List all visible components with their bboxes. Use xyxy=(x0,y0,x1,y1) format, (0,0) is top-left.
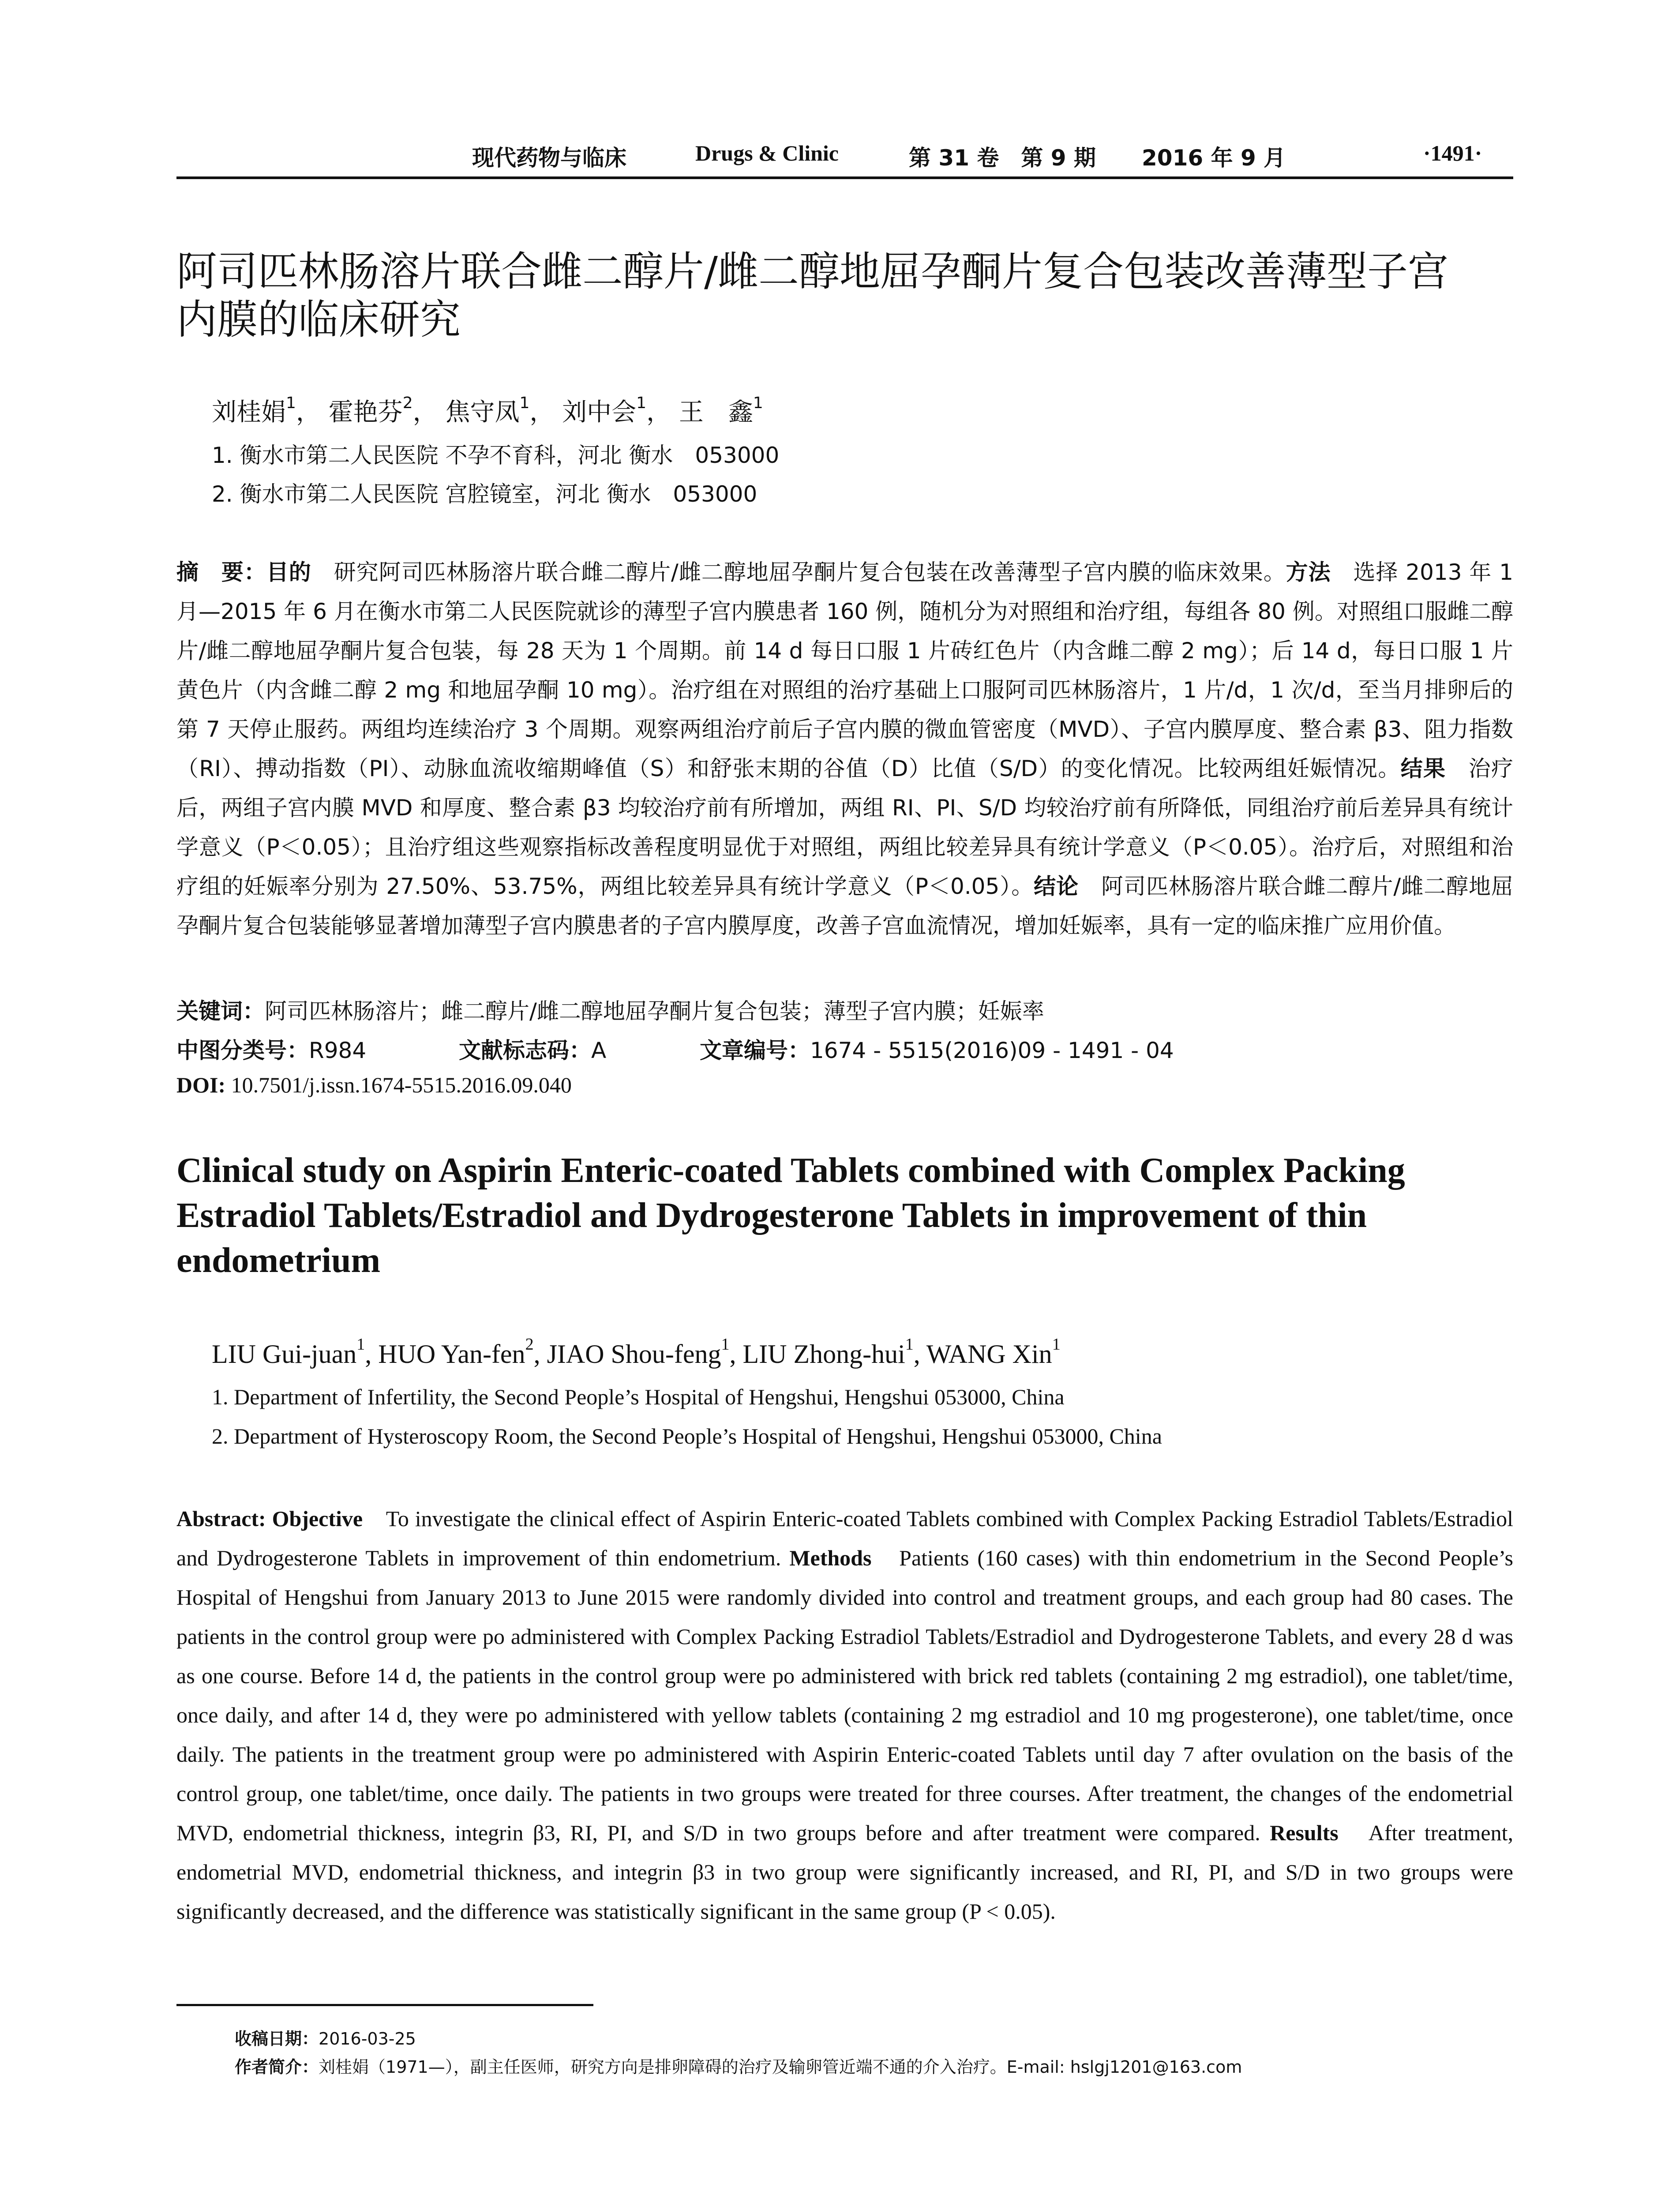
author-bio-label: 作者简介： xyxy=(235,2057,319,2077)
methods-text: 选择 2013 年 1 月—2015 年 6 月在衡水市第二人民医院就诊的薄型子宫内膜患者 160 例，随机分为对照组和治疗组，每组各 80 例。对照组口服雌二醇片/雌二醇地屈孕酮片复合包装，每 28 天为 1 个周期。前 14 d 每日口服 1 片砖红色片（内含雌二醇 2 mg）；后 14 d，每日口服 1 片黄色片（内含雌二醇 2 mg 和地屈孕酮 10 mg）。治疗组在对照组的治疗基础上口服阿司匹林肠溶片，1 片/d，1 次/d，至当月排卵后的第 7 天停止服药。两组均连续治疗 3 个周期。观察两组治疗前后子宫内膜的微血管密度（MVD）、子宫内膜厚度、整合素 β3、阻力指数（RI）、搏动指数（PI）、动脉血流收缩期峰值（S）和舒张末期的谷值（D）比值（S/D）的变化情况。比较两组妊娠情况。 xyxy=(176,559,1514,781)
title-en: Clinical study on Aspirin Enteric-coated Tablets combined with Complex Packing Estradiol Tablets/Estradiol and Dydrogesterone Tablets in improvement of thin endometrium xyxy=(176,1151,1405,1280)
footnote-rule xyxy=(176,2004,593,2006)
author-en-sup: 1 xyxy=(721,1335,730,1354)
author-separator: , xyxy=(533,1339,547,1369)
clc-value: R984 xyxy=(309,1038,367,1063)
page-number: ·1491· xyxy=(1423,141,1482,165)
author-cn: 王 鑫 xyxy=(679,398,753,427)
abstract-en-results: After treatment, endometrial MVD, endometrial thickness, and integrin β3 in two group were significantly increased, and RI, PI, and S/D in two groups were significantly decreased, and the difference was statistically significant in the same group (P < 0.05). xyxy=(176,1820,1513,1924)
author-separator: , xyxy=(913,1339,926,1369)
abstract-en xyxy=(176,1499,1513,1931)
affiliation-en-2: 2. Department of Hysteroscopy Room, the Second People’s Hospital of Hengshui, Hengshui 053000, China xyxy=(212,1424,1162,1448)
article-number-label: 文章编号： xyxy=(700,1038,810,1063)
author-separator: , xyxy=(729,1339,743,1369)
doi-label: DOI: xyxy=(176,1073,226,1097)
results-label: 结果 xyxy=(1400,756,1446,781)
abstract-en-objective: To investigate the clinical effect of Aspirin Enteric-coated Tablets combined with Complex Packing Estradiol Tablets/Estradiol and Dydrogesterone Tablets in improvement of thin endometrium. xyxy=(176,1506,1513,1570)
authors-en xyxy=(212,1335,1061,1369)
abstract-en-methods-label: Methods xyxy=(789,1546,872,1570)
results-text: 治疗后，两组子宫内膜 MVD 和厚度、整合素 β3 均较治疗前有所增加，两组 RI、PI、S/D 均较治疗前有所降低，同组治疗前后差异具有统计学意义（P＜0.05）；且治疗组这些观察指标改善程度明显优于对照组，两组比较差异具有统计学意义（P＜0.05）。治疗后，对照组和治疗组的妊娠率分别为 27.50%、53.75%，两组比较差异具有统计学意义（P＜0.05）。 xyxy=(176,756,1513,899)
conclusion-text: 阿司匹林肠溶片联合雌二醇片/雌二醇地屈孕酮片复合包装能够显著增加薄型子宫内膜患者的子宫内膜厚度，改善子宫血流情况，增加妊娠率，具有一定的临床推广应用价值。 xyxy=(176,874,1513,938)
methods-label: 方法 xyxy=(1286,559,1331,585)
keywords-text: 阿司匹林肠溶片；雌二醇片/雌二醇地屈孕酮片复合包装；薄型子宫内膜；妊娠率 xyxy=(265,998,1044,1024)
affiliation-cn-2: 2. 衡水市第二人民医院 宫腔镜室，河北 衡水 053000 xyxy=(212,481,758,507)
author-bio-text: 刘桂娟（1971—），副主任医师，研究方向是排卵障碍的治疗及输卵管近端不通的介入治疗。E-mail: hslgj1201@163.com xyxy=(319,2057,1242,2077)
journal-name-cn: 现代药物与临床 xyxy=(472,145,626,171)
author-cn-sup: 2 xyxy=(402,394,413,412)
author-cn-sup: 1 xyxy=(636,394,647,412)
received-value: 2016-03-25 xyxy=(319,2029,416,2048)
abstract-cn xyxy=(176,553,1513,945)
objective-text: 研究阿司匹林肠溶片联合雌二醇片/雌二醇地屈孕酮片复合包装在改善薄型子宫内膜的临床效果。 xyxy=(311,559,1286,585)
author-cn-sup: 1 xyxy=(286,394,296,412)
running-header xyxy=(176,140,1513,176)
title-cn-line2: 内膜的临床研究 xyxy=(176,296,461,343)
document-code-value: A xyxy=(591,1038,607,1063)
author-separator: ， xyxy=(412,398,438,427)
keywords-label: 关键词： xyxy=(176,998,265,1024)
author-bio xyxy=(235,2053,1242,2078)
title-cn-line1: 阿司匹林肠溶片联合雌二醇片/雌二醇地屈孕酮片复合包装改善薄型子宫 xyxy=(176,248,1448,295)
author-cn: 焦守凤 xyxy=(445,398,520,427)
article-number-value: 1674 - 5515(2016)09 - 1491 - 04 xyxy=(810,1038,1174,1063)
header-rule xyxy=(176,176,1513,179)
author-en: LIU Zhong-hui xyxy=(742,1339,905,1369)
author-cn: 霍艳芬 xyxy=(328,398,403,427)
abstract-en-results-label: Results xyxy=(1270,1820,1339,1845)
author-en: HUO Yan-fen xyxy=(378,1339,525,1369)
abstract-en-objective-label: Abstract: Objective xyxy=(176,1506,363,1531)
doi-value: 10.7501/j.issn.1674-5515.2016.09.040 xyxy=(225,1073,572,1097)
author-separator: ， xyxy=(296,398,321,427)
author-separator: ， xyxy=(529,398,555,427)
volume-issue: 第 31 卷 第 9 期 xyxy=(909,145,1096,171)
keywords-cn xyxy=(176,994,1044,1025)
authors-cn xyxy=(212,393,763,428)
received-date xyxy=(235,2025,416,2049)
author-separator: , xyxy=(365,1339,379,1369)
author-en-sup: 2 xyxy=(525,1335,534,1354)
document-code-label: 文献标志码： xyxy=(459,1038,591,1063)
author-cn: 刘桂娟 xyxy=(212,398,286,427)
author-en-sup: 1 xyxy=(356,1335,365,1354)
clc-number xyxy=(176,1033,366,1065)
document-code xyxy=(459,1033,606,1065)
issue-date: 2016 年 9 月 xyxy=(1142,145,1286,171)
doi xyxy=(176,1072,572,1098)
author-en-sup: 1 xyxy=(1052,1335,1061,1354)
abstract-en-methods: Patients (160 cases) with thin endometrium in the Second People’s Hospital of Hengshui from January 2013 to June 2015 were randomly divided into control and treatment groups, and each group had 80 cases. The patients in the control group were po administered with Complex Packing Estradiol Tablets/Estradiol and Dydrogesterone Tablets, and every 28 d was as one course. Before 14 d, the patients in the control group were po administered with brick red tablets (containing 2 mg estradiol), one tablet/time, once daily, and after 14 d, they were po administered with yellow tablets (containing 2 mg estradiol and 10 mg progesterone), one tablet/time, once daily. The patients in the treatment group were po administered with Aspirin Enteric-coated Tablets until day 7 after ovulation on the basis of the control group, one tablet/time, once daily. The patients in two groups were treated for three courses. After treatment, the changes of the endometrial MVD, endometrial thickness, integrin β3, RI, PI, and S/D in two groups before and after treatment were compared. xyxy=(176,1546,1513,1845)
article-number xyxy=(700,1033,1174,1065)
objective-label: 目的 xyxy=(266,559,311,585)
author-cn-sup: 1 xyxy=(519,394,530,412)
author-separator: ， xyxy=(646,398,671,427)
author-en: LIU Gui-juan xyxy=(212,1339,357,1369)
journal-name-en: Drugs & Clinic xyxy=(695,141,839,165)
abstract-cn-label: 摘 要： xyxy=(176,559,266,585)
affiliation-cn-1: 1. 衡水市第二人民医院 不孕不育科，河北 衡水 053000 xyxy=(212,443,780,468)
clc-label: 中图分类号： xyxy=(176,1038,309,1063)
author-cn: 刘中会 xyxy=(562,398,637,427)
author-en: JIAO Shou-feng xyxy=(547,1339,721,1369)
author-en-sup: 1 xyxy=(905,1335,914,1354)
received-label: 收稿日期： xyxy=(235,2029,319,2048)
author-en: WANG Xin xyxy=(926,1339,1052,1369)
conclusion-label: 结论 xyxy=(1034,874,1079,899)
affiliation-en-1: 1. Department of Infertility, the Second People’s Hospital of Hengshui, Hengshui 053000, China xyxy=(212,1384,1065,1409)
author-cn-sup: 1 xyxy=(753,394,763,412)
